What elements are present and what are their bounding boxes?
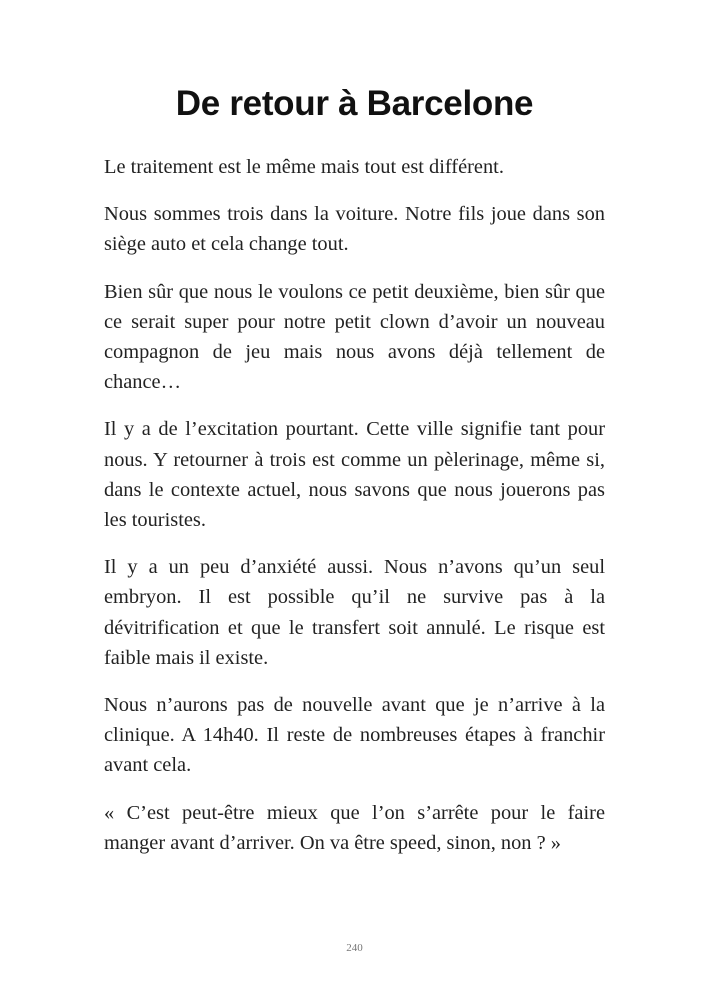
paragraph: Nous n’aurons pas de nouvelle avant que je n’arrive à la clinique. A 14h40. Il reste de nombreuses étapes à franchir avant cela.: [104, 694, 605, 777]
paragraph: Nous sommes trois dans la voiture. Notre fils joue dans son siège auto et cela change tout.: [104, 203, 605, 256]
paragraph: Bien sûr que nous le voulons ce petit deuxième, bien sûr que ce serait super pour notre petit clown d’avoir un nouveau compagnon de jeu mais nous avons déjà tellement de chance…: [104, 280, 605, 394]
chapter-title: De retour à Barcelone: [175, 84, 534, 123]
page-number: 240: [346, 942, 363, 954]
paragraph: « C’est peut-être mieux que l’on s’arrête pour le faire manger avant d’arriver. On va être speed, sinon, non ? »: [104, 801, 605, 854]
chapter-body: [104, 152, 605, 875]
paragraph: Il y a de l’excitation pourtant. Cette ville signifie tant pour nous. Y retourner à trois est comme un pèlerinage, même si, dans le contexte actuel, nous savons que nous jouerons pas les touristes.: [104, 418, 605, 532]
paragraph: Il y a un peu d’anxiété aussi. Nous n’avons qu’un seul embryon. Il est possible qu’il ne survive pas à la dévitrification et que le transfert soit annulé. Le risque est faible mais il existe.: [104, 556, 605, 669]
paragraph: Le traitement est le même mais tout est différent.: [104, 156, 504, 178]
